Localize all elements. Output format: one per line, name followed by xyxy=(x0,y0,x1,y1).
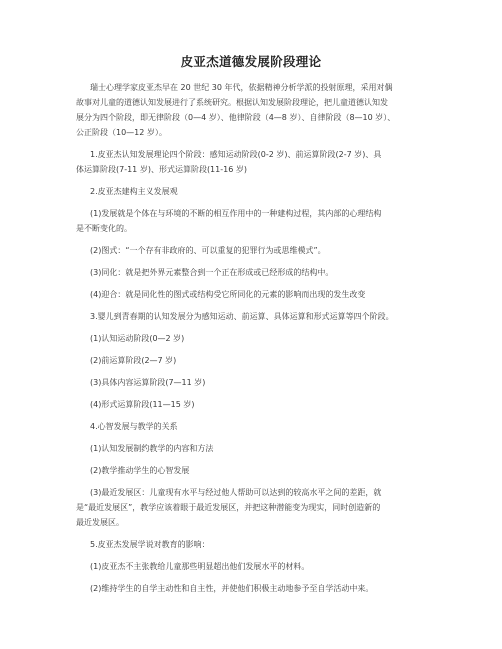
paragraph-line: (3)同化：就是把外界元素整合到一个正在形成或已经形成的结构中。 xyxy=(90,268,334,277)
list-item: (1)皮亚杰不主张教给儿童那些明显超出他们发展水平的材料。 xyxy=(90,562,310,571)
paragraph-line: 故事对儿童的道德认知发展进行了系统研究。根据认知发展阶段理论，把儿童道德认知发 xyxy=(76,98,388,107)
paragraph-line: 展分为四个阶段，即无律阶段（0—4 岁）、他律阶段（4—8 岁）、自律阶段（8—10 岁）、 xyxy=(76,113,396,122)
section-heading: 3.婴儿到青春期的认知发展分为感知运动、前运算、具体运算和形式运算等四个阶段。 xyxy=(90,312,394,321)
paragraph-line: 是不断变化的。 xyxy=(76,224,132,233)
list-item: (2)教学推动学生的心智发展 xyxy=(90,466,190,475)
paragraph-line: 体运算阶段(7-11 岁)、形式运算阶段(11-16 岁) xyxy=(76,165,247,174)
section-heading: 5.皮亚杰发展学说对教育的影响： xyxy=(90,540,210,549)
list-item: (1)认知运动阶段(0—2 岁) xyxy=(90,334,185,343)
document-title: 皮亚杰道德发展阶段理论 xyxy=(180,54,322,69)
paragraph-line: (2)图式：“一个存有非政府的、可以重复的犯罪行为或思维模式”。 xyxy=(90,246,326,255)
paragraph-line: 最近发展区。 xyxy=(76,518,124,527)
list-item: (3)具体内容运算阶段(7—11 岁) xyxy=(90,378,206,387)
paragraph-line: (3)最近发展区：儿童现有水平与经过他人帮助可以达到的较高水平之间的差距，就 xyxy=(90,488,382,497)
list-item: (1)认知发展制约教学的内容和方法 xyxy=(90,444,214,453)
paragraph-line: (1)发展就是个体在与环境的不断的相互作用中的一种建构过程，其内部的心理结构 xyxy=(90,209,382,218)
section-heading: 2.皮亚杰建构主义发展观 xyxy=(90,187,178,196)
list-item: (4)形式运算阶段(11—15 岁) xyxy=(90,400,195,409)
paragraph-line: 瑞士心理学家皮亚杰早在 20 世纪 30 年代，依据精神分析学派的投射原理，采用对偶 xyxy=(90,83,393,92)
paragraph-line: 公正阶段（10—12 岁）。 xyxy=(76,128,167,137)
paragraph-line: 是“最近发展区”，教学应该着眼于最近发展区，并把这种潜能变为现实，同时创造新的 xyxy=(76,503,381,512)
list-item: (2)前运算阶段(2—7 岁) xyxy=(90,356,177,365)
list-item: (2)维持学生的自学主动性和自主性，并使他们积极主动地参予至自学活动中来。 xyxy=(90,584,374,593)
section-heading: 4.心智发展与教学的关系 xyxy=(90,422,178,431)
paragraph-line: (4)迎合：就是同化性的图式或结构受它所同化的元素的影响而出现的发生改变 xyxy=(90,290,366,299)
paragraph-line: 1.皮亚杰认知发展理论四个阶段：感知运动阶段(0-2 岁)、前运算阶段(2-7 岁)、具 xyxy=(90,150,382,159)
